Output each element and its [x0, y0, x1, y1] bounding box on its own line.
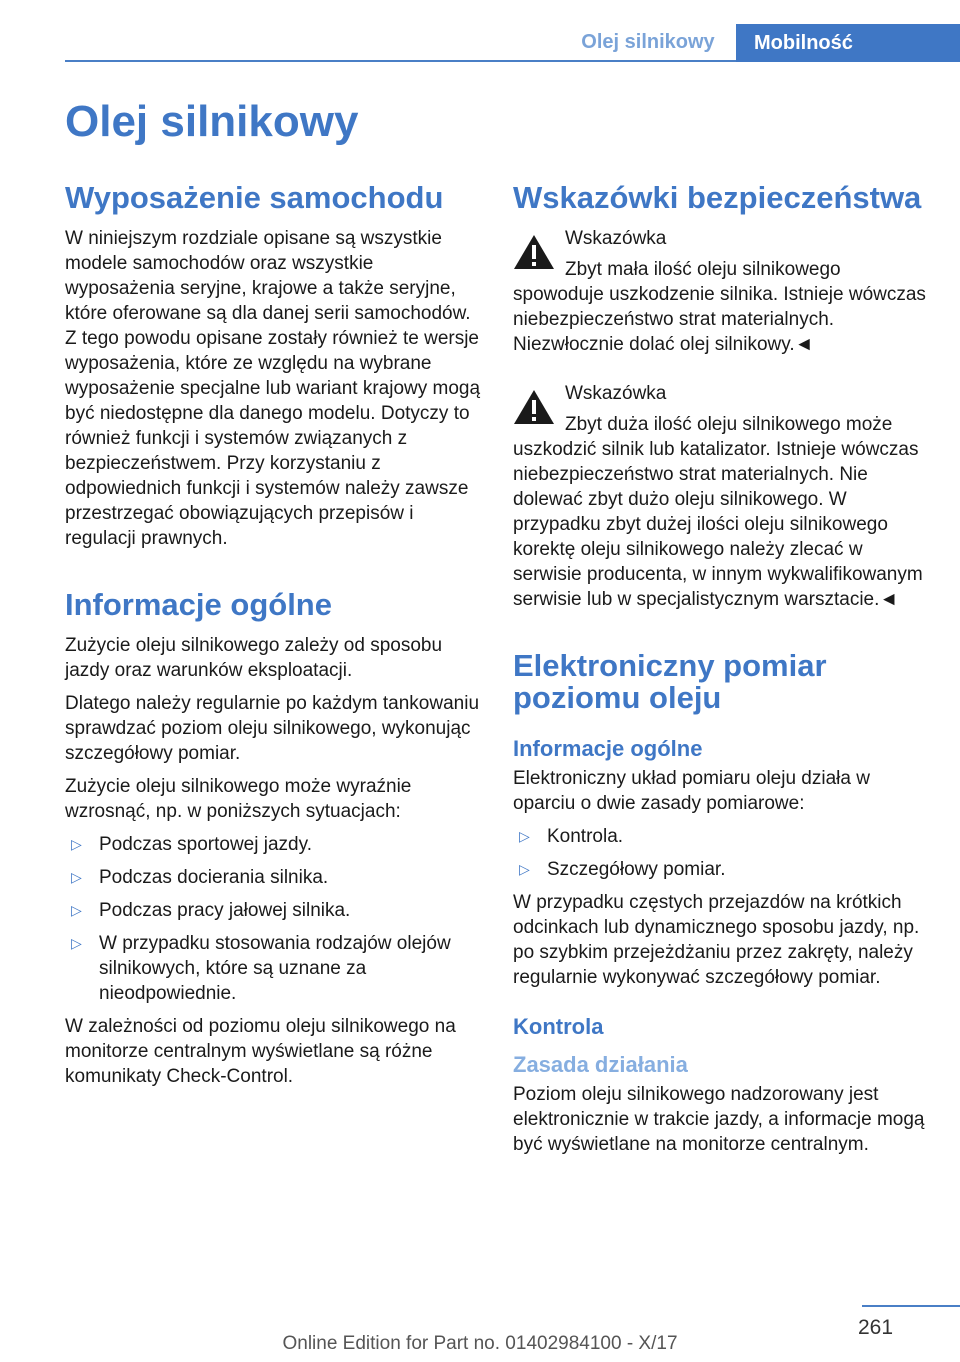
heading-electronic-measurement: Elektroniczny pomiar poziomu oleju	[513, 648, 827, 715]
warning-text: Zbyt duża ilość oleju silnikowego może uszkodzić silnik lub katalizator. Istnieje wówczas niebezpieczeństwo strat materialnych. Nie dolewać zbyt dużo oleju silnikowego. W przypadku zbyt dużej ilości oleju silnikowego korektę oleju silnikowego należy zlecać w serwisie producenta, w innym wykwalifikowanym serwisie lub w specjalistycznym warsztacie.◄	[513, 414, 923, 610]
header-chapter-tab[interactable]: Olej silnikowy	[581, 31, 715, 53]
warning-label: Wskazówka	[565, 228, 667, 249]
list-item-text: Podczas sportowej jazdy.	[99, 834, 312, 855]
bullet-triangle-icon: ▷	[71, 935, 82, 951]
heading-principle: Zasada działania	[513, 1052, 688, 1077]
principle-text: Poziom oleju silnikowego nadzorowany jest elektronicznie w trakcie jazdy, a informacje mogą być wyświetlane na monitorze centralnym.	[513, 1084, 925, 1155]
list-item-text: Podczas docierania silnika.	[99, 867, 329, 888]
general-text-2: Dlatego należy regularnie po każdym tankowaniu sprawdzać poziom oleju silnikowego, wykonując szczegółowy pomiar.	[65, 693, 480, 764]
footer-edition: Online Edition for Part no. 01402984100 - X/17	[282, 1333, 678, 1354]
heading-general-info: Informacje ogólne	[65, 587, 332, 622]
warning-text: Zbyt mała ilość oleju silnikowego spowoduje uszkodzenie silnika. Istnieje wówczas niebezpieczeństwo strat materialnych. Niezwłocznie dolać olej silnikowy.◄	[513, 259, 926, 355]
warning-triangle-icon	[513, 389, 555, 425]
bullet-triangle-icon: ▷	[519, 828, 530, 844]
info-text: Elektroniczny układ pomiaru oleju działa w oparciu o dwie zasady pomiarowe:	[513, 768, 870, 814]
warning-block-1	[513, 226, 928, 357]
heading-general-info-right: Informacje ogólne	[513, 736, 703, 761]
list-item-text: W przypadku stosowania rodzajów olejów silnikowych, które są uznane za nieodpowiednie.	[99, 933, 451, 1004]
list-item-text: Kontrola.	[547, 826, 624, 847]
list-item	[65, 931, 485, 1006]
right-column	[513, 182, 928, 1165]
list-item-text: Podczas pracy jałowej silnika.	[99, 900, 351, 921]
list-item	[513, 857, 928, 882]
bullet-triangle-icon: ▷	[71, 869, 82, 885]
page-title: Olej silnikowy	[65, 97, 359, 146]
equipment-text: W niniejszym rozdziale opisane są wszystkie modele samochodów oraz wszystkie wyposażenia seryjne, krajowe a także seryjne, które oferowane są dla danej serii samochodów. Z tego powodu opisane zostały również te wersje wyposażenia, które ze względu na wybrane wyposażenie specjalne lub wariant krajowy mogą być niedostępne dla danego modelu. Dotyczy to również funkcji i systemów związanych z bezpieczeństwem. Przy korzystaniu z odpowiednich funkcji i systemów należy zawsze przestrzegać obowiązujących przepisów i regulacji prawnych.	[65, 228, 481, 549]
list-item	[65, 832, 485, 857]
general-text-3: Zużycie oleju silnikowego może wyraźnie wzrosnąć, np. w poniższych sytuacjach:	[65, 776, 412, 822]
bullet-triangle-icon: ▷	[519, 861, 530, 877]
list-item	[513, 824, 928, 849]
list-item	[65, 898, 485, 923]
page-number: 261	[858, 1316, 894, 1339]
info-text-2: W przypadku częstych przejazdów na krótkich odcinkach lub dynamicznego sposobu jazdy, np. po szybkim przejeżdżaniu przez zakręty, należy regularnie wykonywać szczegółowy pomiar.	[513, 892, 920, 988]
list-item-text: Szczegółowy pomiar.	[547, 859, 726, 880]
warning-label: Wskazówka	[565, 383, 667, 404]
heading-equipment: Wyposażenie samochodu	[65, 180, 444, 215]
header-section-tab[interactable]: Mobilność	[736, 24, 960, 62]
left-column	[65, 182, 485, 1097]
bullet-triangle-icon: ▷	[71, 836, 82, 852]
warning-block-2	[513, 381, 928, 612]
heading-control: Kontrola	[513, 1014, 604, 1039]
general-text-1: Zużycie oleju silnikowego zależy od sposobu jazdy oraz warunków eksploatacji.	[65, 635, 443, 681]
footer-rule	[862, 1305, 960, 1307]
measurement-list	[513, 824, 928, 882]
heading-safety: Wskazówki bezpieczeństwa	[513, 180, 922, 215]
warning-triangle-icon	[513, 234, 555, 270]
bullet-triangle-icon: ▷	[71, 902, 82, 918]
consumption-list	[65, 832, 485, 1006]
general-text-4: W zależności od poziomu oleju silnikowego na monitorze centralnym wyświetlane są różne komunikaty Check-Control.	[65, 1016, 456, 1087]
list-item	[65, 865, 485, 890]
